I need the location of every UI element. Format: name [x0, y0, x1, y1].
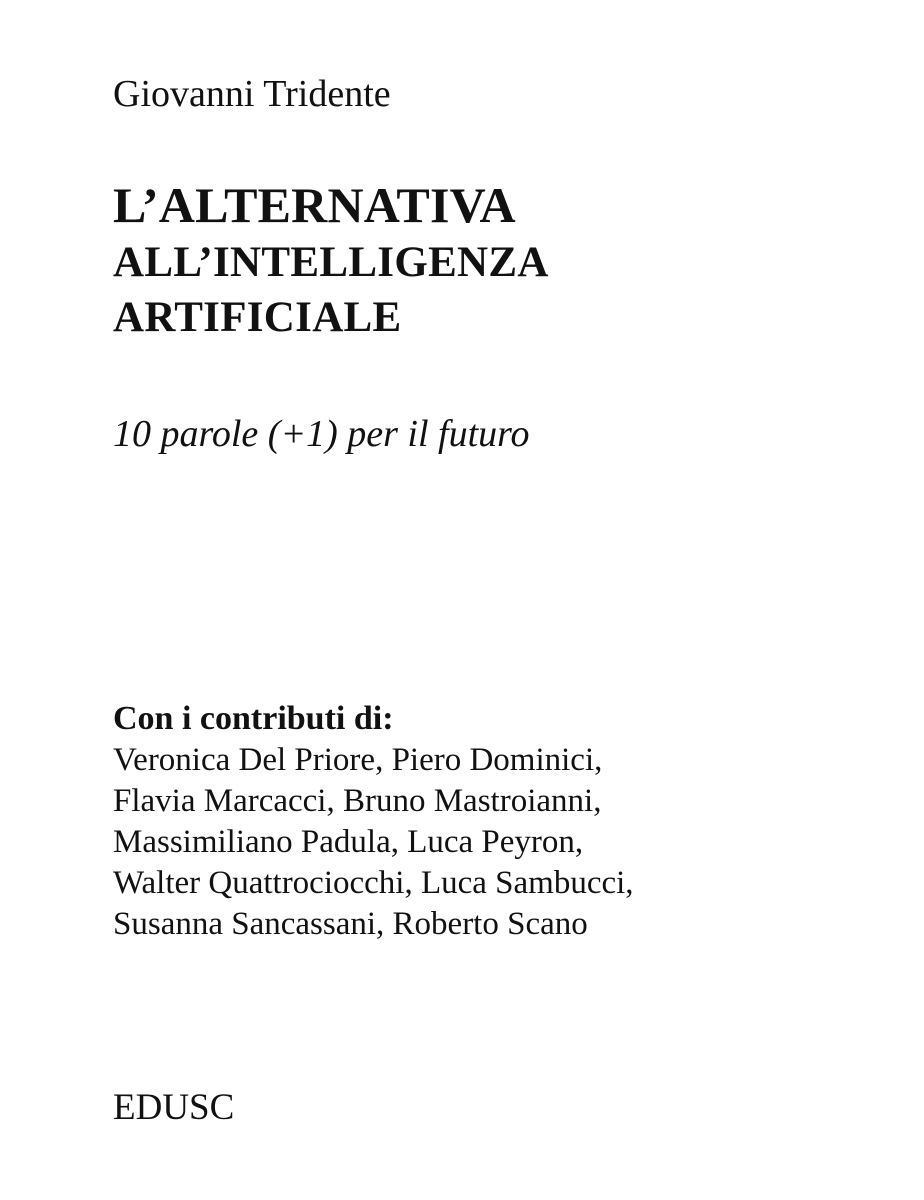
book-title-line-1: L’ALTERNATIVA: [113, 177, 516, 233]
contributors-line: Veronica Del Priore, Piero Dominici,: [113, 742, 603, 778]
contributors-heading: Con i contributi di:: [113, 700, 394, 737]
author-name: Giovanni Tridente: [113, 73, 391, 115]
contributors-section: [113, 698, 634, 945]
publisher-name: EDUSC: [113, 1087, 235, 1128]
book-subtitle: 10 parole (+1) per il futuro: [113, 413, 530, 455]
contributors-line: Flavia Marcacci, Bruno Mastroianni,: [113, 783, 602, 819]
contributors-line: Susanna Sancassani, Roberto Scano: [113, 906, 588, 942]
book-title-line-2: ALL’INTELLIGENZA: [113, 239, 549, 286]
contributors-line: Massimiliano Padula, Luca Peyron,: [113, 824, 584, 860]
book-title-line-3: ARTIFICIALE: [113, 294, 402, 341]
book-title: [113, 175, 549, 345]
contributors-line: Walter Quattrociocchi, Luca Sambucci,: [113, 865, 634, 901]
